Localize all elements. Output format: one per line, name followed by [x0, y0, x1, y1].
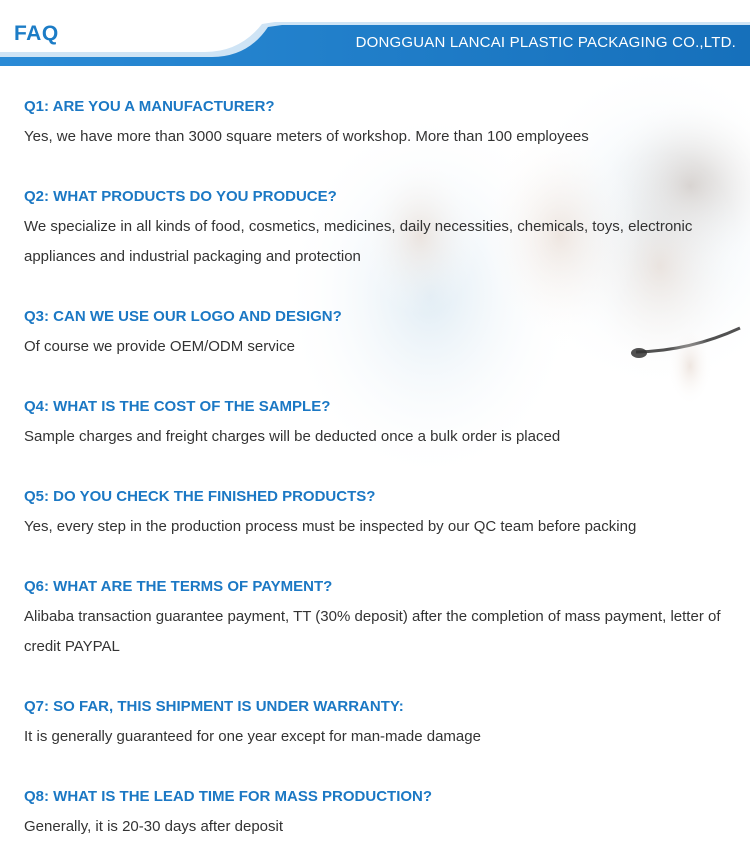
- faq-answer: It is generally guaranteed for one year except for man-made damage: [24, 728, 481, 745]
- faq-question: Q6: WHAT ARE THE TERMS OF PAYMENT?: [24, 578, 333, 595]
- faq-answer: Alibaba transaction guarantee payment, TT (30% deposit) after the completion of mass payment, letter of credit PAYPAL: [24, 608, 721, 655]
- faq-answer: Of course we provide OEM/ODM service: [24, 338, 295, 355]
- faq-answer: Yes, we have more than 3000 square meters of workshop. More than 100 employees: [24, 128, 589, 145]
- company-name: DONGGUAN LANCAI PLASTIC PACKAGING CO.,LTD.: [355, 34, 736, 51]
- faq-question: Q5: DO YOU CHECK THE FINISHED PRODUCTS?: [24, 488, 376, 505]
- faq-answer: We specialize in all kinds of food, cosmetics, medicines, daily necessities, chemicals, toys, electronic appliances and industrial packaging and protection: [24, 218, 693, 265]
- faq-question: Q3: CAN WE USE OUR LOGO AND DESIGN?: [24, 308, 342, 325]
- faq-answer: Sample charges and freight charges will be deducted once a bulk order is placed: [24, 428, 561, 445]
- page-title: FAQ: [14, 22, 59, 45]
- faq-question: Q4: WHAT IS THE COST OF THE SAMPLE?: [24, 398, 331, 415]
- faq-answer: Generally, it is 20-30 days after deposit: [24, 818, 284, 835]
- faq-question: Q2: WHAT PRODUCTS DO YOU PRODUCE?: [24, 188, 337, 205]
- header-banner-shape: [0, 0, 750, 66]
- header-banner: [0, 0, 750, 66]
- faq-question: Q8: WHAT IS THE LEAD TIME FOR MASS PRODUCTION?: [24, 788, 433, 805]
- faq-question: Q7: SO FAR, THIS SHIPMENT IS UNDER WARRANTY:: [24, 698, 404, 715]
- faq-question: Q1: ARE YOU A MANUFACTURER?: [24, 98, 275, 115]
- faq-answer: Yes, every step in the production process must be inspected by our QC team before packing: [24, 518, 637, 535]
